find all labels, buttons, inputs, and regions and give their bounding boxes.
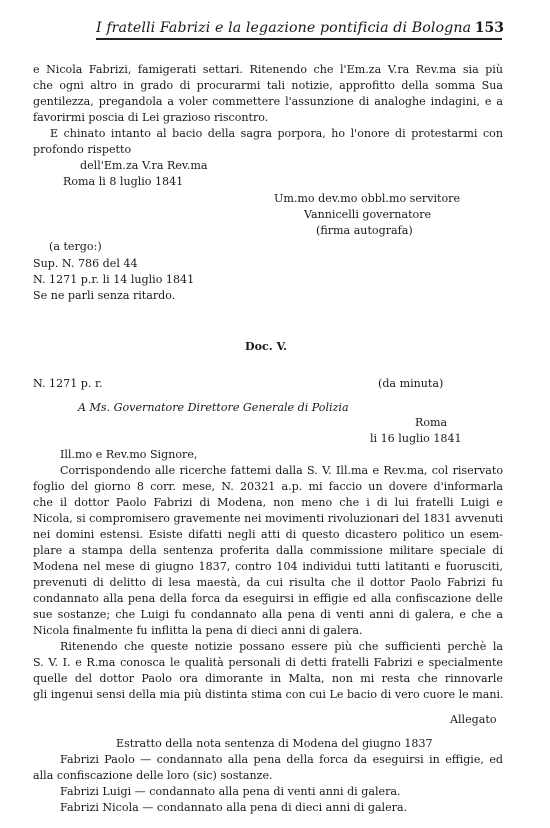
- doc-heading: Doc. V.: [245, 340, 288, 353]
- addressee-line: dell'Em.za V.ra Rev.ma: [80, 159, 208, 172]
- text-line: gentilezza, pregandola a voler commettere l'assunzione di analoghe indagini, e a: [33, 95, 503, 108]
- extract-line: Fabrizi Nicola — condannato alla pena di dieci anni di galera.: [60, 801, 408, 814]
- page-header: [96, 20, 502, 40]
- date-line: li 16 luglio 1841: [370, 432, 462, 445]
- text-line: favorirmi poscia di Lei grazioso riscontro.: [33, 111, 269, 124]
- page-number: 153: [474, 20, 504, 36]
- text-line: Modena nel mese di giugno 1837, contro 104 individui tutti latitanti e fuorusciti,: [33, 560, 503, 573]
- text-line: gli ingenui sensi della mia più distinta stima con cui Le bacio di vero cuore le mani.: [33, 688, 504, 701]
- text-line: e Nicola Fabrizi, famigerati settari. Ritenendo che l'Em.za V.ra Rev.ma sia più: [33, 63, 503, 76]
- text-line: Corrispondendo alle ricerche fattemi dalla S. V. Ill.ma e Rev.ma, col riservato: [60, 464, 503, 477]
- draft-note: (da minuta): [378, 377, 444, 390]
- place-date: Roma li 8 luglio 1841: [63, 175, 184, 188]
- running-title: I fratelli Fabrizi e la legazione pontificia di Bologna: [96, 20, 472, 36]
- extract-title: Estratto della nota sentenza di Modena del giugno 1837: [116, 737, 433, 750]
- text-line: condannato alla pena della forca da eseguirsi in effigie ed alla confiscazione delle: [33, 592, 503, 605]
- recipient-line: A Ms. Governatore Direttore Generale di Polizia: [78, 401, 349, 414]
- text-line: prevenuti di delitto di lesa maestà, da cui risulta che il dottor Paolo Fabrizi fu: [33, 576, 503, 589]
- text-line: Nicola, si compromisero gravemente nei movimenti rivoluzionari del 1831 avvenuti: [33, 512, 503, 525]
- text-line: quelle del dottor Paolo ora dimorante in Malta, non mi resta che rinnovarle: [33, 672, 503, 685]
- place-line: Roma: [415, 416, 448, 429]
- text-line: Ritenendo che queste notizie possano essere più che sufficienti perchè la: [60, 640, 503, 653]
- signature-line: Vannicelli governatore: [304, 208, 432, 221]
- signature-line: Um.mo dev.mo obbl.mo servitore: [274, 192, 461, 205]
- verso-line: (a tergo:): [49, 240, 102, 253]
- text-line: E chinato intanto al bacio della sagra porpora, ho l'onore di protestarmi con: [50, 127, 503, 140]
- text-line: Nicola finalmente fu inflitta la pena di dieci anni di galera.: [33, 624, 363, 637]
- verso-line: Se ne parli senza ritardo.: [33, 289, 176, 302]
- text-line: sue sostanze; che Luigi fu condannato alla pena di venti anni di galera, e che a: [33, 608, 503, 621]
- extract-line: Fabrizi Paolo — condannato alla pena della forca da eseguirsi in effigie, ed: [60, 753, 503, 766]
- extract-line: alla confiscazione delle loro (sic) sostanze.: [33, 769, 273, 782]
- extract-line: Fabrizi Luigi — condannato alla pena di venti anni di galera.: [60, 785, 401, 798]
- header-rule: [96, 38, 502, 40]
- text-line: che ogni altro in grado di procurarmi tali notizie, approfitto della somma Sua: [33, 79, 503, 92]
- verso-line: N. 1271 p.r. li 14 luglio 1841: [33, 273, 195, 286]
- protocol-number: N. 1271 p. r.: [33, 377, 103, 390]
- text-line: profondo rispetto: [33, 143, 132, 156]
- signature-line: (firma autografa): [316, 224, 413, 237]
- text-line: plare a stampa della sentenza proferita dalla commissione militare speciale di: [33, 544, 503, 557]
- salutation: Ill.mo e Rev.mo Signore,: [60, 448, 198, 461]
- text-line: nei domini estensi. Esiste difatti negli atti di questo dicastero politico un esem-: [33, 528, 503, 541]
- text-line: foglio del giorno 8 corr. mese, N. 20321 a.p. mi faccio un dovere d'informarla: [33, 480, 503, 493]
- text-line: che il dottor Paolo Fabrizi di Modena, non meno che i di lui fratelli Luigi e: [33, 496, 503, 509]
- verso-line: Sup. N. 786 del 44: [33, 257, 138, 270]
- attachment-label: Allegato: [450, 713, 497, 726]
- text-line: S. V. I. e R.ma conosca le qualità personali di detti fratelli Fabrizi e specialmente: [33, 656, 503, 669]
